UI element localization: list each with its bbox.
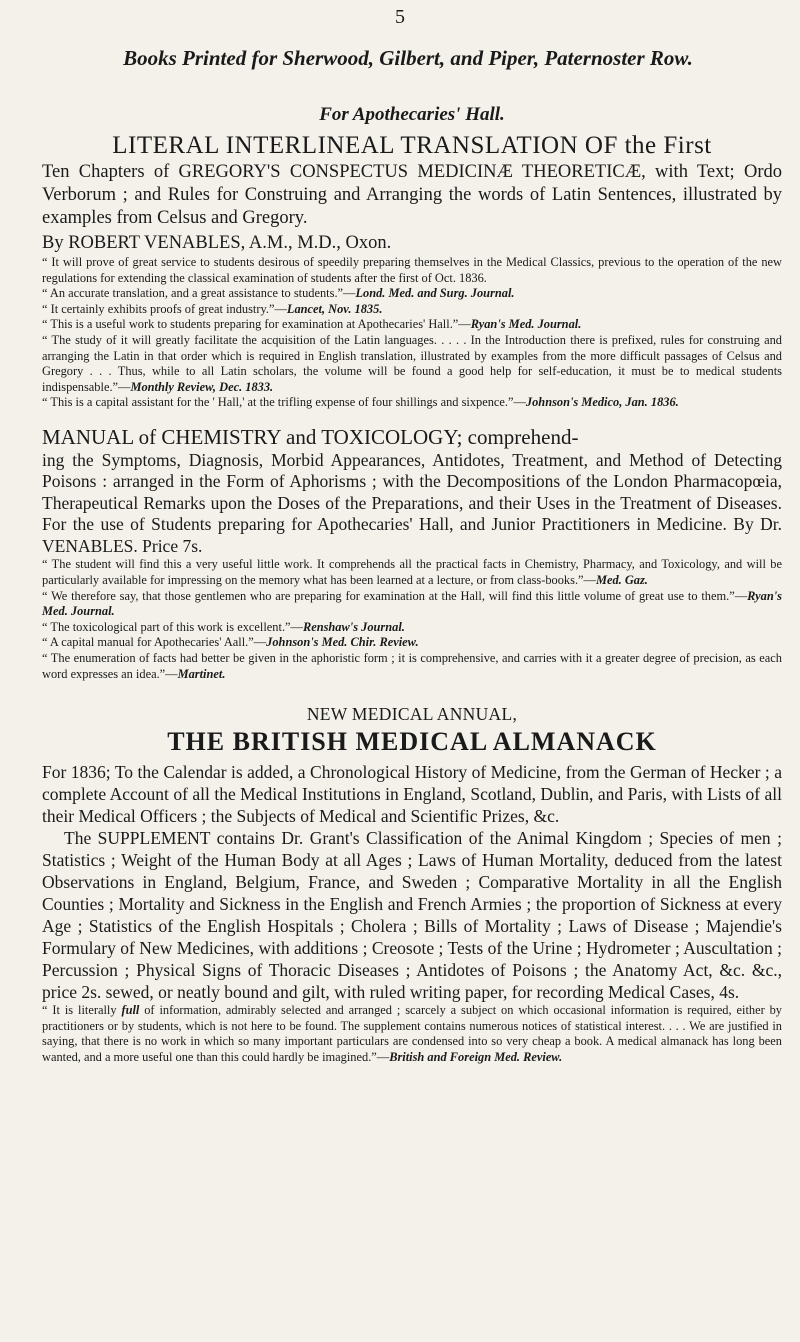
- annual-kicker: NEW MEDICAL ANNUAL,: [306, 704, 518, 725]
- review-quotes: [42, 557, 782, 682]
- book-author: By ROBERT VENABLES, A.M., M.D., Oxon.: [42, 233, 392, 253]
- review-quote: “ This is a capital assistant for the ' Hall,' at the trifling expense of four shillings and sixpence.”—Johnson's Medico, Jan. 1836.: [42, 395, 679, 410]
- review-quotes: [42, 255, 782, 411]
- review-quote: “ This is a useful work to students preparing for examination at Apothecaries' Hall.”—Ryan's Med. Journal.: [42, 317, 582, 332]
- almanack-supplement: The SUPPLEMENT contains Dr. Grant's Classification of the Animal Kingdom ; Species of men ; Statistics ; Weight of the Human Body at all Ages ; Laws of Human Mortality, deduced from the latest Observations in England, Belgium, France, and Sweden ; Comparative Mortality in all the English Counties ; Mortality and Sickness in the English and French Armies ; the proportion of Sickness at every Age ; Statistics of the English Hospitals ; Cholera ; Bills of Mortality ; Laws of Disease ; Majendie's Formulary of New Medicines, with additions ; Creosote ; Tests of the Urine ; Hydrometer ; Auscultation ; Percussion ; Physical Signs of Thoracic Diseases ; Antidotes of Poisons ; the Anatomy Act, &c. &c., price 2s. sewed, or neatly bound and gilt, with ruled writing paper, for recording Medical Cases, 4s.: [42, 828, 782, 1003]
- page-number: 5: [395, 6, 405, 28]
- section-subhead: For Apothecaries' Hall.: [319, 104, 505, 125]
- review-quote: “ The study of it will greatly facilitate the acquisition of the Latin languages. . . . . In the Introduction there is prefixed, rules for construing and arranging the Latin in that order which is required in English translation, illustrated by examples from the more difficult passages of Celsus and Gregory . . . Thus, while to all Latin scholars, the volume will be found a good help for self-education, it must be to medical students indispensable.”—Monthly Review, Dec. 1833.: [42, 332, 782, 394]
- section-almanack: [42, 704, 782, 1065]
- page-body: [42, 104, 782, 1066]
- book-description: Ten Chapters of GREGORY'S CONSPECTUS MEDICINÆ THEORETICÆ, with Text; Ordo Verborum ; and Rules for Construing and Arranging the words of Latin Sentences, illustrated by examples from Celsus and Gregory.: [42, 162, 782, 228]
- manual-title: MANUAL of CHEMISTRY and TOXICOLOGY; comprehend-: [42, 424, 579, 449]
- review-quote: “ The toxicological part of this work is excellent.”—Renshaw's Journal.: [42, 619, 405, 634]
- almanack-title: THE BRITISH MEDICAL ALMANACK: [167, 727, 657, 757]
- review-quote: “ It certainly exhibits proofs of great industry.”—Lancet, Nov. 1835.: [42, 301, 383, 316]
- review-quote: “ An accurate translation, and a great assistance to students.”—Lond. Med. and Surg. Journal.: [42, 286, 515, 301]
- almanack-description: For 1836; To the Calendar is added, a Chronological History of Medicine, from the German of Hecker ; a complete Account of all the Medical Institutions in England, Scotland, Dublin, and Paris, with Lists of all their Medical Officers ; the Subjects of Medical and Scientific Prizes, &c.: [42, 762, 782, 827]
- review-quote: “ It will prove of great service to students desirous of speedily preparing themselves in the Medical Classics, previous to the operation of the new regulations for extending the classical examination of students after the first of Oct. 1836.: [42, 255, 782, 285]
- review-quote: “ A capital manual for Apothecaries' Aall.”—Johnson's Med. Chir. Review.: [42, 635, 419, 650]
- review-quote: “ It is literally full of information, admirably selected and arranged ; scarcely a subject on which occasional information is required, either by practitioners or by students, which is not here to be found. The supplement contains numerous notices of statistical interest. . . . We are justified in saying, that there is no work in which so many important particulars are condensed into so very cheap a book. A medical almanack has long been wanted, and a more useful one than this could hardly be imagined.”—British and Foreign Med. Review.: [42, 1003, 782, 1064]
- book-title: LITERAL INTERLINEAL TRANSLATION OF the First: [112, 132, 712, 159]
- publisher-header: Books Printed for Sherwood, Gilbert, and Piper, Paternoster Row.: [123, 46, 693, 70]
- section-translation: [42, 104, 782, 411]
- review-quote: “ The student will find this a very useful little work. It comprehends all the practical facts in Chemistry, Pharmacy, and Toxicology, and will be particularly available for impressing on the memory what has been learned at a lecture, or from class-books.”—Med. Gaz.: [42, 557, 782, 588]
- section-manual: [42, 425, 782, 682]
- manual-description: ing the Symptoms, Diagnosis, Morbid Appearances, Antidotes, Treatment, and Method of Detecting Poisons : arranged in the Form of Aphorisms ; with the Decompositions of the London Pharmacopœia, Therapeutical Remarks upon the Doses of the Preparations, and their Uses in the Treatment of Diseases. For the use of Students preparing for Apothecaries' Hall, and Junior Practitioners in Medicine. By Dr. VENABLES. Price 7s.: [42, 449, 782, 556]
- review-quote: “ We therefore say, that those gentlemen who are preparing for examination at the Hall, will find this little volume of great use to them.”—Ryan's Med. Journal.: [42, 588, 782, 619]
- review-quote: “ The enumeration of facts had better be given in the aphoristic form ; it is comprehensive, and carries with it a greater degree of precision, as each word expresses an idea.”—Martinet.: [42, 651, 782, 681]
